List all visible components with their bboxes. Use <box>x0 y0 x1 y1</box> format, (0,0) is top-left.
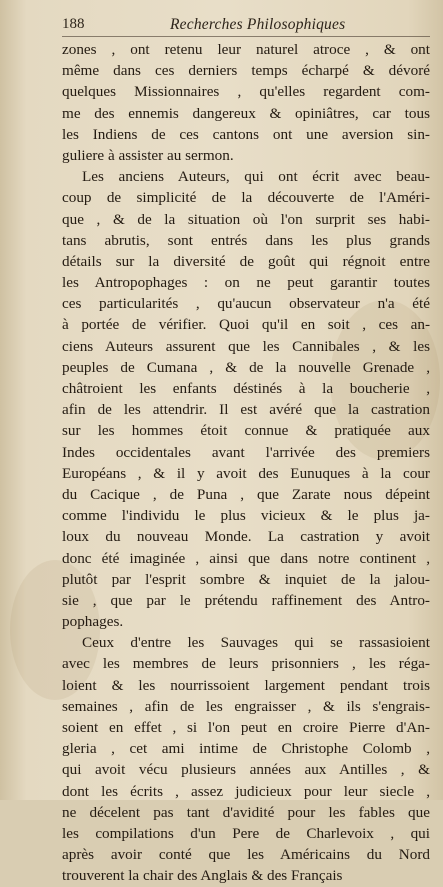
running-header <box>62 16 434 36</box>
text-line: dont les écrits , assez judicieux pour leur siecle , <box>62 782 430 800</box>
text-line: Indes occidentales avant l'arrivée des premiers <box>62 443 430 461</box>
running-title: Recherches Philosophiques <box>170 16 346 33</box>
text-line: donc été imaginée , ainsi que dans notre continent , <box>62 549 430 567</box>
text-line: les Indiens de ces cantons ont une aversion sin- <box>62 125 430 143</box>
text-line: à portée de vérifier. Quoi qu'il en soit , ces an- <box>62 316 430 334</box>
text-line: sur les hommes étoit connue & pratiquée aux <box>62 422 430 440</box>
text-line: gleria , cet ami intime de Christophe Colomb , <box>62 740 430 758</box>
text-line: les compilations d'un Pere de Charlevoix , qui <box>62 824 430 842</box>
text-line: zones , ont retenu leur naturel atroce , & ont <box>62 41 430 58</box>
text-line: plutôt par l'esprit sombre & inquiet de la jalou- <box>62 570 430 588</box>
text-line: Ceux d'entre les Sauvages qui se rassasioient <box>82 634 430 652</box>
text-line: coup de simplicité de la découverte de l'Améri- <box>62 189 430 207</box>
page-body-text <box>62 39 430 887</box>
text-line: qui avoit vécu plusieurs années aux Antilles , & <box>62 761 430 779</box>
text-line: avec les membres de leurs prisonniers , les réga- <box>62 655 430 673</box>
text-line: que , & de la situation où l'on surprit ses habi- <box>62 210 430 228</box>
text-line: soient en effet , si l'on peut en croire Pierre d'An- <box>62 719 430 736</box>
text-line: tans abrutis, sont entrés dans les plus grands <box>62 231 430 249</box>
text-line: sie , que par le prétendu raffinement des Antro- <box>62 591 430 609</box>
text-line: même dans ces derniers temps écharpé & dévoré <box>62 62 430 80</box>
text-line: trouverent la chair des Anglais & des Français <box>62 867 343 885</box>
text-line: comme l'individu le plus vicieux & le plus ja- <box>62 507 430 525</box>
text-line: Les anciens Auteurs, qui ont écrit avec beau- <box>82 168 430 186</box>
page-number: 188 <box>62 16 85 32</box>
text-line: me des ennemis dangereux & opiniâtres, car tous <box>62 104 430 122</box>
text-line: détails sur la diversité de goût qui régnoit entre <box>62 252 430 270</box>
text-line: ciens Auteurs assurent que les Cannibales , & les <box>62 337 430 355</box>
text-line: quelques Missionnaires , qu'elles regardent com- <box>62 83 430 101</box>
text-line: du Cacique , de Puna , que Zarate nous dépeint <box>62 485 430 503</box>
header-rule <box>62 36 430 37</box>
text-line: peuples de Cumana , & de la nouvelle Grenade , <box>62 358 430 376</box>
text-line: châtroient les enfants déstinés à la boucherie , <box>62 380 430 397</box>
text-line: afin de les attendrir. Il est avéré que la castration <box>62 401 430 419</box>
text-line: pophages. <box>62 613 124 631</box>
text-line: semaines , afin de les engraisser , & ils s'engrais- <box>62 697 430 715</box>
text-line: après avoir conté que les Américains du Nord <box>62 846 430 864</box>
text-line: loient & les nourrissoient largement pendant trois <box>62 676 430 694</box>
text-line: les Antropophages : on ne peut garantir toutes <box>62 274 430 292</box>
text-line: ne décelent pas tant d'avidité pour les fables que <box>62 803 430 821</box>
text-line: loux du nouveau Monde. La castration y avoit <box>62 528 430 546</box>
text-line: guliere à assister au sermon. <box>62 146 234 164</box>
text-line: Européans , & il y avoit des Eunuques à la cour <box>62 464 430 482</box>
text-line: ces particularités , qu'aucun observateur n'a été <box>62 295 430 313</box>
